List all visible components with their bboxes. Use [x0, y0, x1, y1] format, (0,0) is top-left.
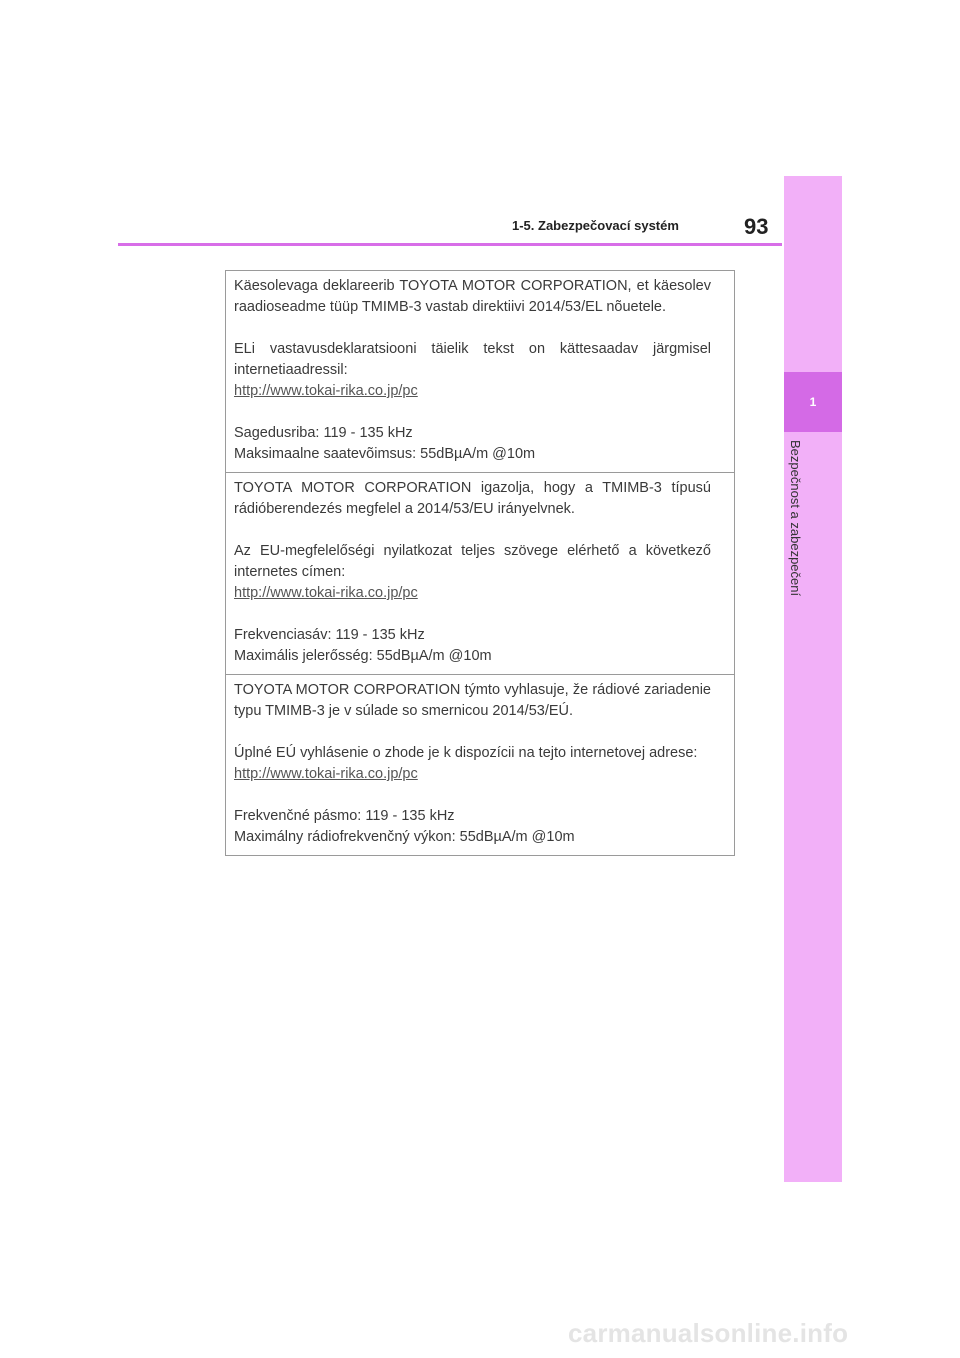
declaration-availability: ELi vastavusdeklaratsiooni täielik tekst on kättesaadav järgmisel internetiaadressil: [234, 341, 711, 378]
declaration-url-line [234, 583, 711, 604]
frequency-band: Frekvenčné pásmo: 119 - 135 kHz [234, 808, 455, 824]
section-title: 1-5. Zabezpečovací systém [512, 218, 679, 233]
max-power: Maksimaalne saatevõimsus: 55dBµA/m @10m [234, 446, 536, 462]
declaration-availability: Úplné EÚ vyhlásenie o zhode je k dispozícii na tejto internetovej adrese: [234, 745, 698, 761]
declaration-url-link[interactable]: http://www.tokai-rika.co.jp/pc [234, 585, 418, 601]
declaration-statement: TOYOTA MOTOR CORPORATION igazolja, hogy a TMIMB-3 típusú rádióberendezés megfelel a 2014/53/EU irányelvnek. [234, 480, 711, 517]
declaration-estonian [226, 271, 734, 472]
declaration-table [225, 270, 735, 856]
frequency-band: Sagedusriba: 119 - 135 kHz [234, 425, 413, 441]
header-divider [118, 243, 782, 246]
max-power: Maximális jelerősség: 55dBµA/m @10m [234, 648, 492, 664]
declaration-url-line [234, 381, 711, 402]
declaration-url-line [234, 764, 711, 785]
declaration-slovak [226, 674, 734, 855]
page-number: 93 [744, 214, 769, 239]
declaration-hungarian [226, 472, 734, 674]
declaration-url-link[interactable]: http://www.tokai-rika.co.jp/pc [234, 383, 418, 399]
declaration-statement: TOYOTA MOTOR CORPORATION týmto vyhlasuje, že rádiové zariadenie typu TMIMB-3 je v súlade so smernicou 2014/53/EÚ. [234, 682, 711, 719]
frequency-band: Frekvenciasáv: 119 - 135 kHz [234, 627, 425, 643]
declaration-statement: Käesolevaga deklareerib TOYOTA MOTOR CORPORATION, et käesolev raadioseadme tüüp TMIMB-3 vastab direktiivi 2014/53/EL nõuetele. [234, 278, 711, 315]
max-power: Maximálny rádiofrekvenčný výkon: 55dBµA/m @10m [234, 829, 575, 845]
chapter-number-tab: 1 [784, 372, 842, 432]
site-watermark: carmanualsonline.info [568, 1318, 849, 1348]
chapter-side-tab [784, 176, 842, 1182]
chapter-title-vertical: Bezpečnost a zabezpečení [788, 440, 803, 597]
declaration-availability: Az EU-megfelelőségi nyilatkozat teljes szövege elérhető a következő internetes címen: [234, 543, 711, 580]
declaration-url-link[interactable]: http://www.tokai-rika.co.jp/pc [234, 766, 418, 782]
